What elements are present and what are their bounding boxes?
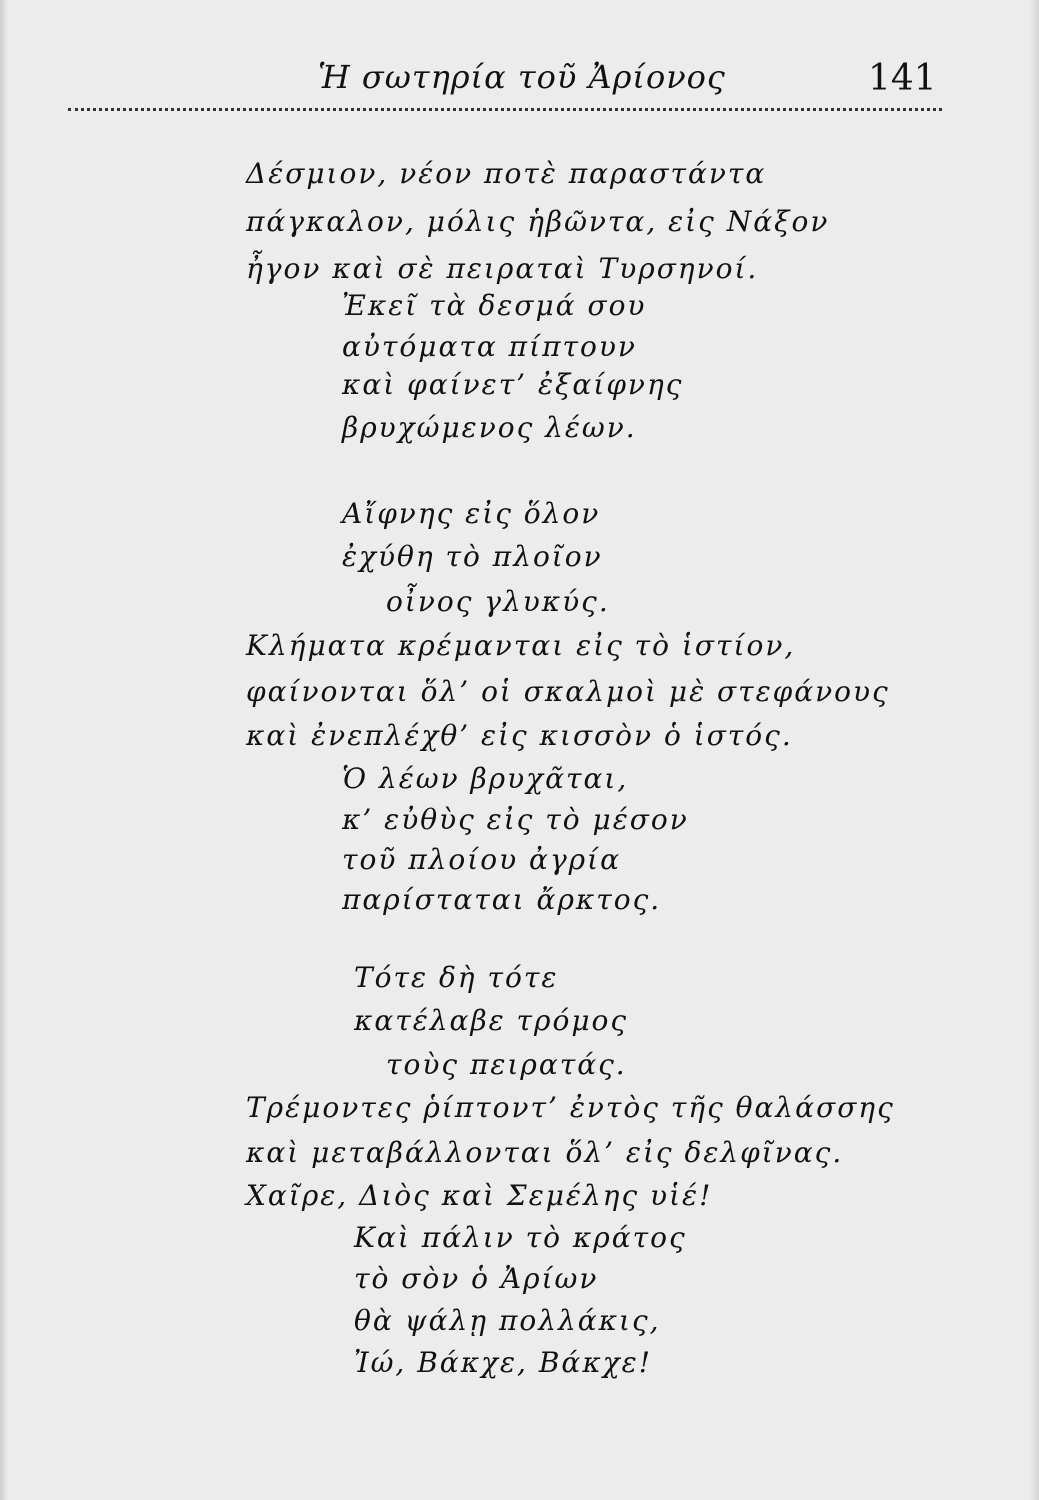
poem-line: αὐτόματα πίπτουν [342,330,637,363]
poem-line: τὸ σὸν ὁ Ἀρίων [354,1262,599,1295]
poem-line: καὶ ἐνεπλέχθ’ εἰς κισσὸν ὁ ἱστός. [246,719,793,752]
poem-line: κ’ εὐθὺς εἰς τὸ μέσον [342,803,689,836]
page-left-edge-shadow [0,0,8,1500]
page-number: 141 [868,58,937,99]
poem-line: παρίσταται ἄρκτος. [342,883,662,916]
poem-line: Χαῖρε, Διὸς καὶ Σεμέλης υἱέ! [246,1179,713,1212]
poem-line: Τότε δὴ τότε [354,961,559,994]
poem-line: Τρέμοντες ῥίπτοντ’ ἐντὸς τῆς θαλάσσης [246,1091,895,1124]
poem-line: καὶ φαίνετ’ ἐξαίφνης [342,368,684,401]
poem-line: Ἐκεῖ τὰ δεσμά σου [342,289,647,322]
poem-line: θὰ ψάλῃ πολλάκις, [354,1304,661,1337]
poem-line: ἦγον καὶ σὲ πειραταὶ Τυρσηνοί. [246,252,759,285]
poem-line: Δέσμιον, νέον ποτὲ παραστάντα [246,157,767,190]
poem-line: Καὶ πάλιν τὸ κράτος [354,1221,687,1254]
page-right-edge-shadow [1029,0,1039,1500]
poem-line: πάγκαλον, μόλις ἡβῶντα, εἰς Νάξον [246,205,830,238]
poem-line: Ἰώ, Βάκχε, Βάκχε! [354,1346,652,1379]
header-dotted-rule [68,108,942,111]
poem-line: ἐχύθη τὸ πλοῖον [342,540,603,573]
poem-line: τοὺς πειρατάς. [386,1048,627,1081]
poem-line: οἶνος γλυκύς. [386,585,610,618]
poem-line: φαίνονται ὅλ’ οἱ σκαλμοὶ μὲ στεφάνους [246,675,890,708]
poem-line: τοῦ πλοίου ἀγρία [342,843,622,876]
poem-line: καὶ μεταβάλλονται ὅλ’ εἰς δελφῖνας. [246,1136,844,1169]
poem-line: Ὁ λέων βρυχᾶται, [342,762,629,795]
running-header-title: Ἡ σωτηρία τοῦ Ἀρίονος [318,58,726,96]
poem-line: Κλήματα κρέμανται εἰς τὸ ἱστίον, [246,629,796,662]
poem-line: βρυχώμενος λέων. [342,411,637,444]
poem-line: Αἴφνης εἰς ὅλον [342,497,601,530]
poem-line: κατέλαβε τρόμος [354,1004,629,1037]
